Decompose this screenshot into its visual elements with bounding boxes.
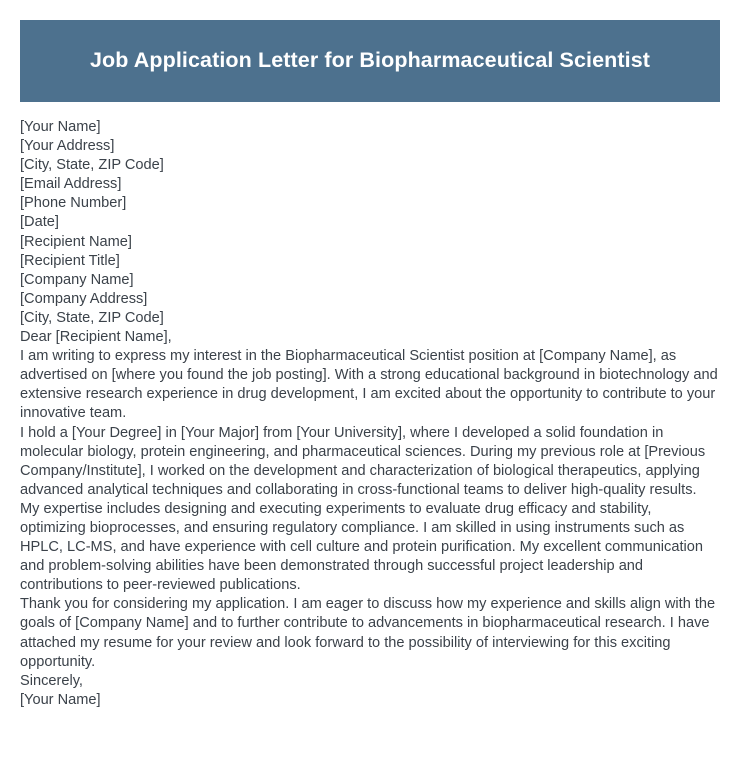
signature: [Your Name] bbox=[20, 691, 101, 708]
recipient-address-block bbox=[20, 233, 720, 328]
sender-line: [City, State, ZIP Code] bbox=[20, 157, 164, 174]
recipient-line: [Company Address] bbox=[20, 290, 148, 307]
sender-address-block bbox=[20, 118, 720, 233]
recipient-line: [Recipient Name] bbox=[20, 233, 132, 250]
sender-line: [Your Address] bbox=[20, 138, 115, 155]
recipient-line: [Company Name] bbox=[20, 271, 134, 288]
letter-paragraph: I hold a [Your Degree] in [Your Major] from [Your University], where I developed a solid foundation in molecular biology, protein engineering, and pharmaceutical sciences. During my previous role at [Previous Company/Institute], I worked on the development and characterization of biological therapeutics, applying advanced analytical techniques and collaborating in cross-functional teams to deliver high-quality results. bbox=[20, 424, 706, 498]
closing: Sincerely, bbox=[20, 672, 83, 689]
sender-line: [Phone Number] bbox=[20, 195, 127, 212]
recipient-line: [Recipient Title] bbox=[20, 252, 120, 269]
letter-paragraph: My expertise includes designing and executing experiments to evaluate drug efficacy and stability, optimizing bioprocesses, and ensuring regulatory compliance. I am skilled in using instruments such as HPLC, LC-MS, and have experience with cell culture and protein purification. My excellent communication and problem-solving abilities have been demonstrated through successful project leadership and contributions to peer-reviewed publications. bbox=[20, 500, 703, 594]
salutation: Dear [Recipient Name], bbox=[20, 329, 172, 346]
document-page bbox=[0, 20, 740, 782]
recipient-line: [City, State, ZIP Code] bbox=[20, 309, 164, 326]
letter-paragraph: I am writing to express my interest in the Biopharmaceutical Scientist position at [Company Name], as advertised on [where you found the job posting]. With a strong educational background in biotechnology and extensive research experience in drug development, I am excited about the opportunity to contribute to your innovative team. bbox=[20, 348, 718, 422]
page-title: Job Application Letter for Biopharmaceutical Scientist bbox=[89, 48, 651, 73]
sender-line: [Your Name] bbox=[20, 119, 101, 135]
sender-line: [Email Address] bbox=[20, 176, 122, 193]
letter-body bbox=[0, 102, 740, 710]
document-header-band bbox=[20, 20, 720, 102]
date-line: [Date] bbox=[20, 214, 59, 231]
letter-paragraph: Thank you for considering my application. I am eager to discuss how my experience and skills align with the goals of [Company Name] and to further contribute to advancements in biopharmaceutical research. I have attached my resume for your review and look forward to the possibility of interviewing for this exciting opportunity. bbox=[20, 596, 716, 670]
